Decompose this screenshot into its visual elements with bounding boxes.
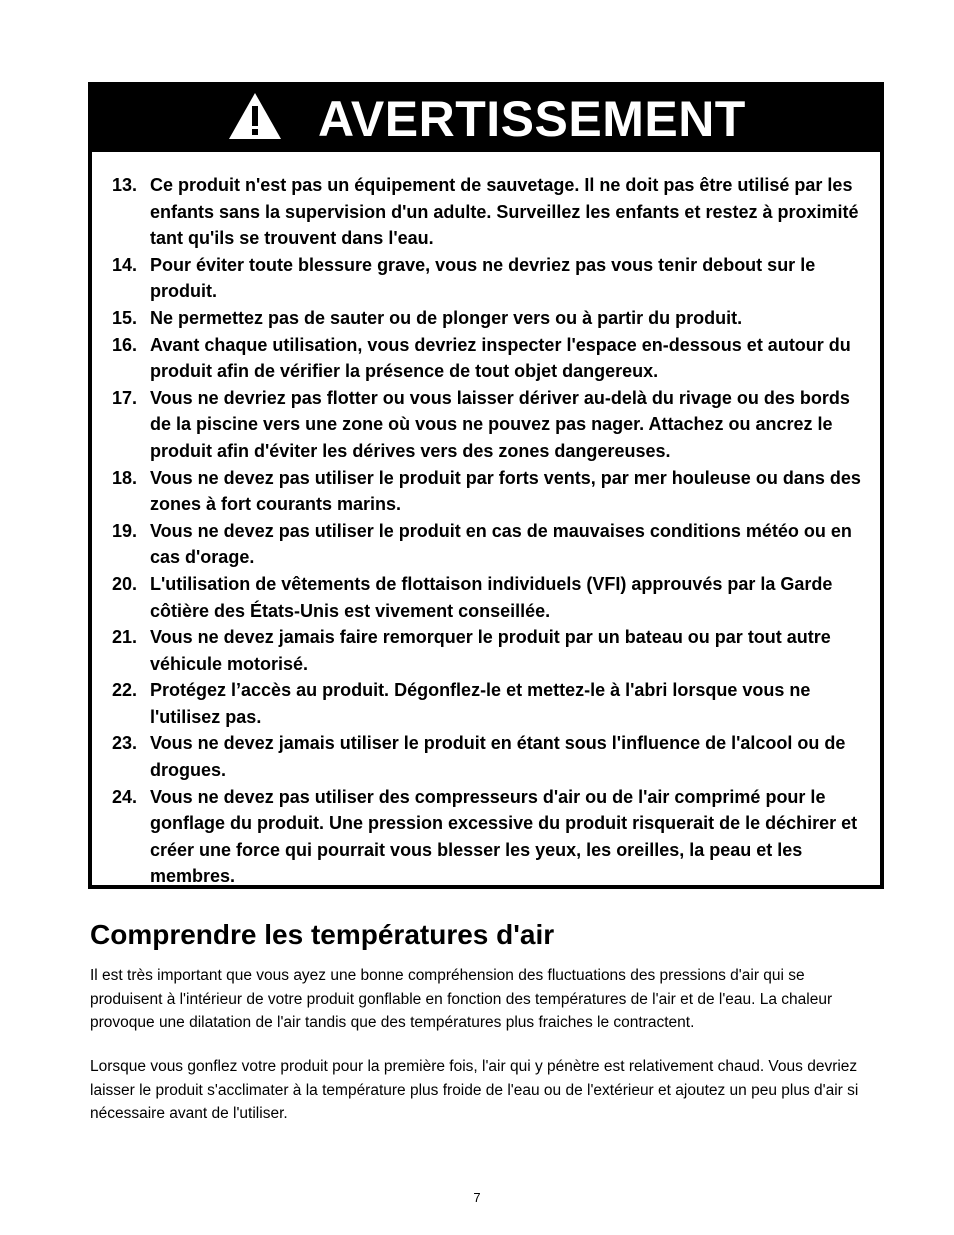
warning-item xyxy=(92,730,880,783)
item-text: Vous ne devez pas utiliser le produit par forts vents, par mer houleuse ou dans des zones à fort courants marins. xyxy=(150,467,861,515)
item-number: 19. xyxy=(112,520,138,541)
paragraph: Il est très important que vous ayez une bonne compréhension des fluctuations des pressions d'air qui se produisent à l'intérieur de votre produit gonflable en fonction des températures de l'air et de l'eau. La chaleur provoque une dilatation de l'air tandis que des températures plus fraiches le contractent. xyxy=(90,967,833,1031)
warning-item xyxy=(92,332,880,385)
item-number: 20. xyxy=(112,573,138,594)
item-number: 17. xyxy=(112,387,138,408)
warning-header xyxy=(92,86,880,152)
item-text: Vous ne devez pas utiliser le produit en cas de mauvaises conditions météo ou en cas d'orage. xyxy=(150,520,852,568)
warning-item xyxy=(92,465,880,518)
item-number: 16. xyxy=(112,334,138,355)
item-number: 23. xyxy=(112,733,138,754)
item-text: Ce produit n'est pas un équipement de sauvetage. Il ne doit pas être utilisé par les enfants sans la supervision d'un adulte. Surveillez les enfants et restez à proximité tant qu'ils se trouvent dans l'eau. xyxy=(150,175,859,249)
warning-item xyxy=(92,305,880,332)
item-number: 24. xyxy=(112,786,138,807)
item-text: Vous ne devriez pas flotter ou vous laisser dériver au-delà du rivage ou des bords de la piscine vers une zone où vous ne pouvez pas nager. Attachez ou ancrez le produit afin d'éviter les dérives vers des zones dangereuses. xyxy=(150,387,850,461)
page-number: 7 xyxy=(473,1190,481,1205)
item-number: 13. xyxy=(112,175,138,195)
item-text: Vous ne devez pas utiliser des compresseurs d'air ou de l'air comprimé pour le gonflage du produit. Une pression excessive du produit risquerait de le déchirer et créer une force qui pourrait vous blesser les yeux, les oreilles, la peau et les membres. xyxy=(150,786,858,887)
warning-item xyxy=(92,677,880,730)
warning-item xyxy=(92,784,880,890)
item-text: Ne permettez pas de sauter ou de plonger vers ou à partir du produit. xyxy=(150,307,743,328)
warning-box xyxy=(88,82,884,889)
section-title: Comprendre les températures d'air xyxy=(90,919,555,950)
item-text: L'utilisation de vêtements de flottaison individuels (VFI) approuvés par la Garde côtière des États-Unis est vivement conseillée. xyxy=(150,573,833,621)
item-number: 14. xyxy=(112,254,138,275)
warning-title: AVERTISSEMENT xyxy=(318,91,746,147)
item-text: Pour éviter toute blessure grave, vous ne devriez pas vous tenir debout sur le produit. xyxy=(150,254,816,302)
warning-item xyxy=(92,624,880,677)
item-number: 22. xyxy=(112,680,138,701)
item-number: 15. xyxy=(112,307,138,328)
warning-item xyxy=(92,385,880,465)
warning-triangle-icon xyxy=(228,92,282,140)
item-text: Avant chaque utilisation, vous devriez inspecter l'espace en-dessous et autour du produit afin de vérifier la présence de tout objet dangereux. xyxy=(150,334,851,382)
warning-item xyxy=(92,252,880,305)
warning-item xyxy=(92,571,880,624)
paragraph: Lorsque vous gonflez votre produit pour la première fois, l'air qui y pénètre est relativement chaud. Vous devriez laisser le produit s'acclimater à la température plus froide de l'eau ou de l'extérieur et ajoutez un peu plus d'air si nécessaire avant de l'utiliser. xyxy=(90,1058,859,1122)
item-text: Protégez l’accès au produit. Dégonflez-le et mettez-le à l'abri lorsque vous ne l'utilisez pas. xyxy=(150,680,811,727)
warning-list xyxy=(92,152,880,890)
item-number: 21. xyxy=(112,627,138,648)
item-text: Vous ne devez jamais faire remorquer le produit par un bateau ou par tout autre véhicule motorisé. xyxy=(150,627,831,674)
item-text: Vous ne devez jamais utiliser le produit en étant sous l'influence de l'alcool ou de drogues. xyxy=(150,733,846,781)
warning-item xyxy=(92,518,880,571)
item-number: 18. xyxy=(112,467,138,488)
warning-item xyxy=(92,172,880,252)
